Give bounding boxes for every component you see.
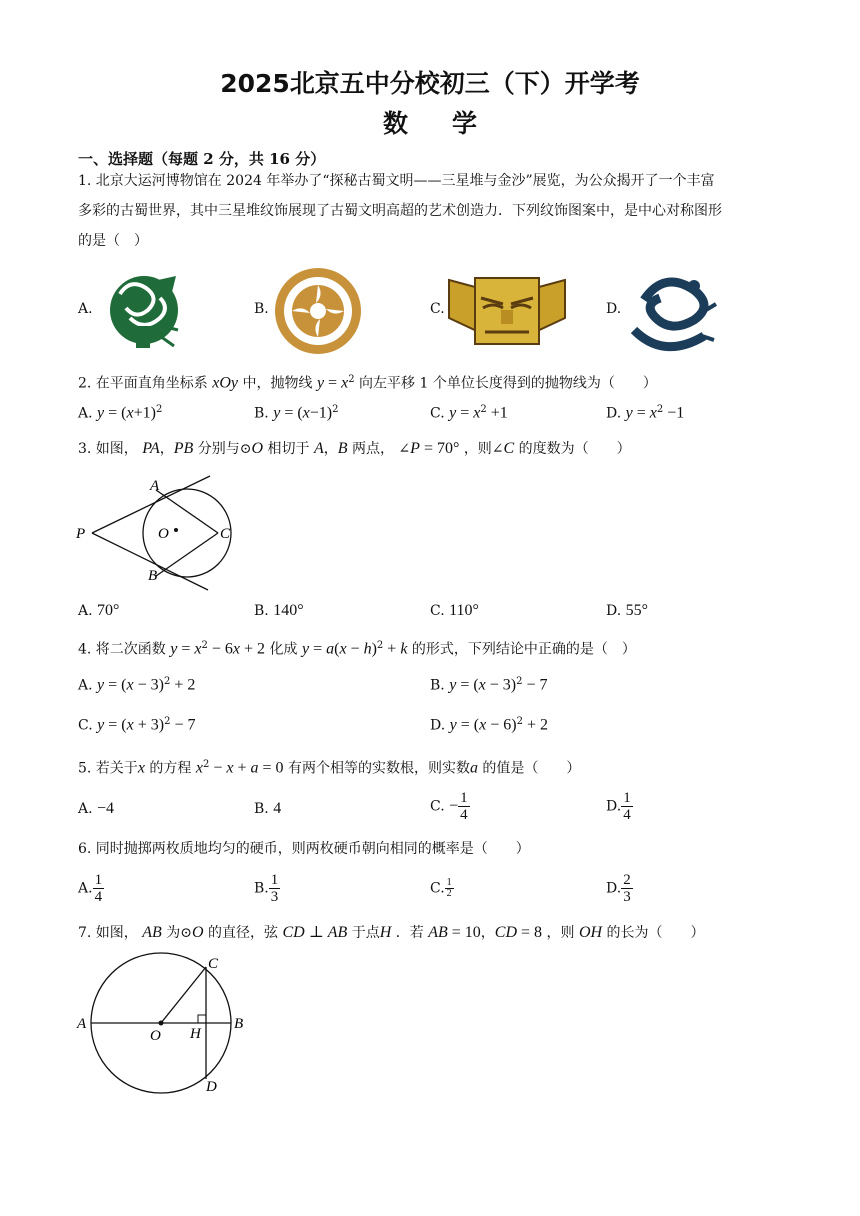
q3-option-b: B. 140° — [254, 602, 304, 619]
q1-option-b-sun-disc-icon — [272, 266, 364, 356]
q4-option-a: A. $y = (x - 3)^2 + 2$ — [78, 676, 196, 694]
question-7-stem: 7. 如图， AB 为⊙O 的直径，弦 CD ⊥ AB 于点H ．若 AB = 10，CD = 8 ，则 OH 的长为（ ） — [78, 924, 705, 941]
q3-figure — [70, 470, 250, 594]
q3-point-a: A — [150, 478, 160, 494]
q2-option-a: A. $y = (x+1)^2$ — [78, 404, 163, 422]
q5-option-b: B. 4 — [254, 800, 282, 817]
q3-option-a: A. 70° — [78, 602, 120, 619]
q7-point-h: H — [190, 1026, 201, 1042]
q3-option-c: C. 110° — [430, 602, 479, 619]
q5-option-c: C. − $\frac{1}{4}$ — [430, 790, 468, 823]
q6-option-a: A. $\frac{1}{4}$ — [78, 872, 103, 905]
question-2-stem: 2. 在平面直角坐标系 xOy 中，抛物线 $y = x^2$ 向左平移 1 个单位长度得到的抛物线为（ ） — [78, 374, 657, 392]
q7-point-b: B — [234, 1016, 244, 1032]
page-title: 2025北京五中分校初三（下）开学考 — [220, 69, 640, 98]
question-5-stem: 5. 若关于x 的方程 $x^2 - x + a = 0$ 有两个相等的实数根，则实数a 的值是（ ） — [78, 759, 581, 777]
q1-option-a-label: A. — [78, 301, 93, 317]
q7-point-o: O — [150, 1028, 161, 1044]
q4-option-d: D. $y = (x - 6)^2 + 2$ — [430, 716, 548, 734]
q1-option-d-dragon-icon — [624, 270, 718, 354]
q4-option-b: B. $y = (x - 3)^2 - 7$ — [430, 676, 548, 694]
q3-point-b: B — [148, 568, 158, 584]
question-3-stem: 3. 如图， PA，PB 分别与⊙O 相切于 A，B 两点， ∠P = 70° ，则∠C 的度数为（ ） — [78, 440, 631, 457]
q3-point-o: O — [158, 526, 169, 542]
q3-option-d: D. 55° — [606, 602, 649, 619]
q1-option-a-dragon-icon — [100, 266, 186, 358]
q5-option-a: A. −4 — [78, 800, 115, 817]
q2-option-d: D. $y = x^2 -1$ — [606, 404, 685, 422]
question-4-stem: 4. 将二次函数 $y = x^2 - 6x + 2$ 化成 $y = a(x - h)^2 + k$ 的形式，下列结论中正确的是（ ） — [78, 640, 636, 658]
q5-option-d: D. $\frac{1}{4}$ — [606, 790, 631, 823]
q6-option-b: B. $\frac{1}{3}$ — [254, 872, 279, 905]
q6-option-c: C. $\frac{1}{2}$ — [430, 877, 452, 899]
q3-point-p: P — [76, 526, 86, 542]
q1-option-b-label: B. — [254, 301, 269, 317]
q3-point-c: C — [220, 526, 231, 542]
question-6-stem: 6. 同时抛掷两枚质地均匀的硬币，则两枚硬币朝向相同的概率是（ ） — [78, 841, 530, 857]
section-heading: 一、选择题（每题 2 分，共 16 分） — [78, 150, 326, 168]
q7-point-c: C — [208, 956, 219, 972]
q1-option-c-label: C. — [430, 301, 445, 317]
question-1-stem: 1. 北京大运河博物馆在 2024 年举办了“探秘古蜀文明——三星堆与金沙”展览，为公众揭开了一个丰富 多彩的古蜀世界，其中三星堆纹饰展现了古蜀文明高超的艺术创造力．下列纹饰图案中，是中心对称图形 的是（ ） — [78, 173, 722, 249]
q2-option-b: B. $y = (x-1)^2$ — [254, 404, 339, 422]
q7-figure — [72, 950, 252, 1096]
q1-option-c-bronze-mask-icon — [445, 272, 569, 352]
q6-option-d: D. $\frac{2}{3}$ — [606, 872, 631, 905]
q2-option-c: C. $y = x^2 +1$ — [430, 404, 508, 422]
q4-option-c: C. $y = (x + 3)^2 - 7$ — [78, 716, 196, 734]
q7-point-d: D — [206, 1079, 217, 1095]
q7-point-a: A — [77, 1016, 87, 1032]
subject-title: 数学 — [382, 109, 521, 138]
q1-option-d-label: D. — [606, 301, 622, 317]
